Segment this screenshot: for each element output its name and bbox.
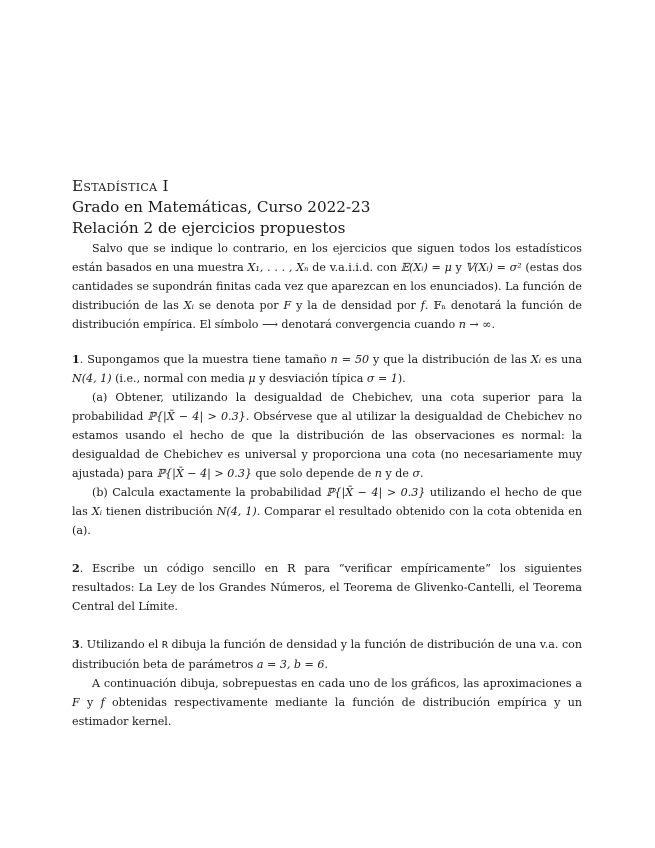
ex-text: y que la distribución de las (369, 353, 531, 366)
exercise-number: 3 (72, 638, 80, 651)
exercise-3-continuation (72, 674, 582, 731)
ex-text: y de (381, 467, 413, 480)
intro-text: (estas dos cantidades se supondrán finitas cada vez que aparezcan en los enunciados). La función de distribución de las (72, 261, 582, 312)
exercise-1a (72, 388, 582, 483)
math-probability: ℙ{|X̄ − 4| > 0.3} (156, 467, 252, 480)
math-F: F (283, 299, 292, 312)
math-sample: X₁, . . . , Xₙ (247, 261, 309, 274)
math-params: a = 3, b = 6 (256, 658, 325, 671)
intro-paragraph (72, 239, 582, 334)
degree-title: Grado en Matemáticas, Curso 2022-23 (72, 198, 371, 216)
course-title: Estadística I (72, 177, 169, 195)
ex-text: utilizando el hecho de que las (72, 486, 582, 518)
intro-text: . (424, 299, 434, 312)
math-n-infinity: n → ∞ (458, 318, 492, 331)
ex-text: y (79, 696, 101, 709)
code-R: R (161, 640, 168, 651)
math-n: n (374, 467, 382, 480)
exercise-1-statement (72, 350, 582, 388)
ex-text: . (324, 658, 328, 671)
document-body (72, 239, 582, 731)
ex-text: ). (397, 372, 406, 385)
math-sigma: σ (412, 467, 421, 480)
math-mu: μ (248, 372, 256, 385)
intro-text: se denota por (193, 299, 284, 312)
ex-text: . Utilizando el (79, 638, 162, 651)
exercise-3-statement (72, 635, 582, 674)
exercise-2-statement (72, 559, 582, 616)
math-xi: Xᵢ (91, 505, 102, 518)
exercise-3 (72, 635, 582, 731)
ex-text: (a) Obtener, utilizando la desigualdad de Chebichev, una cota superior para la probabilidad (72, 391, 582, 423)
ex-text: dibuja la función de densidad y la función de distribución de una v.a. con distribución beta de parámetros (72, 638, 582, 671)
ex-text: (b) Calcula exactamente la probabilidad (92, 486, 327, 499)
math-xi: Xᵢ (530, 353, 541, 366)
math-F: F (72, 696, 80, 709)
sheet-title: Relación 2 de ejercicios propuestos (72, 219, 346, 237)
ex-text: obtenidas respectivamente mediante la función de distribución empírica y un estimador kernel. (72, 696, 582, 728)
intro-text: de v.a.i.i.d. con (308, 261, 401, 274)
exercise-1b (72, 483, 582, 540)
exercise-1 (72, 350, 582, 540)
math-f: f (100, 696, 105, 709)
document-header (72, 176, 582, 239)
intro-text: y la de densidad por (291, 299, 421, 312)
math-sigma: σ = 1 (366, 372, 398, 385)
ex-text: . (420, 467, 424, 480)
math-empirical-F: 𝔽ₙ (433, 299, 447, 312)
math-xi: Xᵢ (183, 299, 194, 312)
math-variance: 𝕍(Xᵢ) = σ² (465, 261, 522, 274)
ex-text: (i.e., normal con media (111, 372, 249, 385)
math-f: f (420, 299, 425, 312)
exercise-number: 2 (72, 562, 80, 575)
math-probability: ℙ{|X̄ − 4| > 0.3} (326, 486, 426, 499)
intro-text: denotará convergencia cuando (277, 318, 459, 331)
intro-text: Salvo que se indique lo contrario, en los ejercicios que siguen todos los estadísticos están basados en una muestra (72, 242, 582, 274)
ex-text: . Supongamos que la muestra tiene tamaño (79, 353, 331, 366)
ex-text: tienen distribución (101, 505, 217, 518)
math-n50: n = 50 (330, 353, 370, 366)
ex-text: . Escribe un código sencillo en R para “verificar empíricamente” los siguientes resultados: La Ley de los Grandes Números, el Teorema de Glivenko-Cantelli, el Teorema Central del Límite. (72, 562, 582, 613)
exercise-number: 1 (72, 353, 80, 366)
math-normal: N(4, 1) (72, 372, 112, 385)
ex-text: A continuación dibuja, sobrepuestas en cada uno de los gráficos, las aproximaciones a (92, 677, 582, 690)
ex-text: es una (540, 353, 582, 366)
math-arrow: ⟶ (261, 318, 278, 331)
intro-text: y (451, 261, 466, 274)
math-probability: ℙ{|X̄ − 4| > 0.3} (147, 410, 246, 423)
exercise-2 (72, 559, 582, 616)
ex-text: . Obsérvese que al utilizar la desigualdad de Chebichev no estamos usando el hecho de que la distribución de las observaciones es normal: la desigualdad de Chebichev es universal y proporciona una cota (no necesariamente muy ajustada) para (72, 410, 583, 480)
intro-text: denotará la función de distribución empírica. El símbolo (72, 299, 582, 331)
math-expectation: 𝔼(Xᵢ) = μ (400, 261, 452, 274)
ex-text: y desviación típica (255, 372, 367, 385)
document-page (72, 176, 582, 731)
math-normal: N(4, 1) (216, 505, 257, 518)
ex-text: que solo depende de (251, 467, 375, 480)
ex-text: . Comparar el resultado obtenido con la cota obtenida en (a). (72, 505, 582, 537)
intro-text: . (491, 318, 495, 331)
